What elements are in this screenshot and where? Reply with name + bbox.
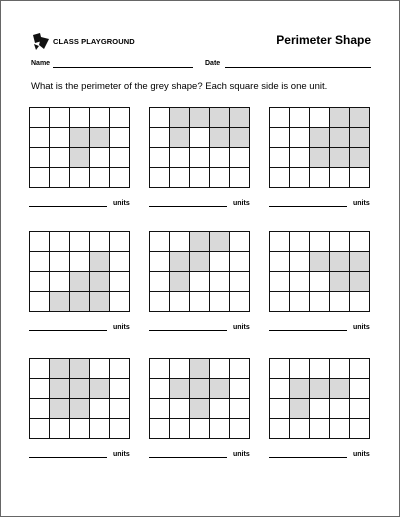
grid-square — [230, 168, 250, 188]
answer-line[interactable] — [29, 330, 107, 331]
grid-square — [230, 252, 250, 272]
grid-square — [50, 272, 70, 292]
grid-square — [30, 232, 50, 252]
square-grid — [269, 107, 370, 188]
grey-square — [90, 292, 110, 312]
grey-square — [310, 379, 330, 399]
brand-name: CLASS PLAYGROUND — [53, 37, 135, 46]
grey-square — [330, 128, 350, 148]
grid-square — [270, 399, 290, 419]
grid-square — [110, 128, 130, 148]
grid-square — [210, 359, 230, 379]
grid-square — [50, 128, 70, 148]
grid-square — [210, 419, 230, 439]
grid-square — [110, 168, 130, 188]
grid-square — [30, 359, 50, 379]
grey-square — [70, 272, 90, 292]
grid-square — [50, 419, 70, 439]
grey-square — [90, 272, 110, 292]
grid-square — [230, 292, 250, 312]
grid-square — [170, 168, 190, 188]
grid-square — [210, 168, 230, 188]
grey-square — [70, 148, 90, 168]
grey-square — [230, 108, 250, 128]
grid-square — [230, 272, 250, 292]
grey-square — [50, 379, 70, 399]
grid-square — [210, 148, 230, 168]
grey-square — [190, 108, 210, 128]
grey-square — [50, 359, 70, 379]
grid-square — [150, 232, 170, 252]
grid-square — [310, 359, 330, 379]
grid-square — [30, 108, 50, 128]
grid-square — [270, 359, 290, 379]
grid-square — [50, 252, 70, 272]
grid-square — [150, 292, 170, 312]
grey-square — [330, 272, 350, 292]
grid-square — [170, 292, 190, 312]
grey-square — [230, 128, 250, 148]
grid-square — [190, 128, 210, 148]
grid-square — [330, 168, 350, 188]
grey-square — [70, 292, 90, 312]
answer-line[interactable] — [149, 457, 227, 458]
grid-square — [290, 108, 310, 128]
grid-square — [110, 399, 130, 419]
grid-square — [310, 399, 330, 419]
grid-square — [90, 232, 110, 252]
class-playground-logo-icon — [31, 31, 51, 51]
grid-square — [310, 419, 330, 439]
grid-square — [30, 419, 50, 439]
grey-square — [190, 379, 210, 399]
grid-square — [270, 128, 290, 148]
grid-square — [110, 232, 130, 252]
grid-square — [210, 252, 230, 272]
grid-square — [350, 292, 370, 312]
grey-square — [210, 232, 230, 252]
grid-square — [330, 292, 350, 312]
grey-square — [50, 399, 70, 419]
grid-square — [30, 379, 50, 399]
grey-square — [350, 108, 370, 128]
grid-square — [110, 292, 130, 312]
grid-square — [70, 419, 90, 439]
question-text: What is the perimeter of the grey shape? Each square side is one unit. — [31, 81, 328, 92]
grid-square — [230, 359, 250, 379]
grid-square — [270, 379, 290, 399]
answer-line[interactable] — [269, 206, 347, 207]
grid-square — [150, 419, 170, 439]
grey-square — [350, 272, 370, 292]
grid-square — [30, 128, 50, 148]
grid-square — [190, 148, 210, 168]
answer-line[interactable] — [149, 330, 227, 331]
units-label: units — [353, 324, 370, 331]
answer-line[interactable] — [269, 330, 347, 331]
grey-square — [70, 399, 90, 419]
units-label: units — [233, 451, 250, 458]
grid-square — [350, 399, 370, 419]
grid-square — [90, 399, 110, 419]
grey-square — [290, 379, 310, 399]
grey-square — [210, 108, 230, 128]
square-grid — [149, 107, 250, 188]
units-label: units — [113, 200, 130, 207]
grid-square — [170, 399, 190, 419]
units-label: units — [353, 200, 370, 207]
grid-square — [290, 128, 310, 148]
grey-square — [210, 379, 230, 399]
grid-square — [350, 379, 370, 399]
grid-square — [150, 359, 170, 379]
grey-square — [90, 128, 110, 148]
grid-square — [50, 232, 70, 252]
grid-square — [110, 419, 130, 439]
grid-square — [150, 108, 170, 128]
grid-square — [170, 419, 190, 439]
grid-square — [330, 359, 350, 379]
grey-square — [310, 148, 330, 168]
units-label: units — [233, 324, 250, 331]
grid-square — [90, 148, 110, 168]
grid-square — [30, 168, 50, 188]
grid-square — [290, 292, 310, 312]
grey-square — [170, 252, 190, 272]
grid-square — [270, 108, 290, 128]
grey-square — [350, 148, 370, 168]
grid-square — [310, 292, 330, 312]
grey-square — [350, 252, 370, 272]
grid-square — [70, 232, 90, 252]
grey-square — [310, 128, 330, 148]
grid-square — [290, 232, 310, 252]
grey-square — [170, 272, 190, 292]
grid-square — [50, 108, 70, 128]
grid-square — [290, 419, 310, 439]
grey-square — [190, 232, 210, 252]
grid-square — [150, 168, 170, 188]
grid-square — [190, 272, 210, 292]
grey-square — [190, 359, 210, 379]
grid-square — [70, 108, 90, 128]
grid-square — [290, 359, 310, 379]
grid-square — [330, 399, 350, 419]
square-grid — [29, 107, 130, 188]
units-label: units — [113, 451, 130, 458]
grid-square — [230, 232, 250, 252]
grey-square — [170, 379, 190, 399]
grid-square — [30, 148, 50, 168]
grid-square — [190, 168, 210, 188]
grid-square — [30, 252, 50, 272]
date-field-line[interactable] — [225, 67, 371, 68]
grey-square — [350, 128, 370, 148]
square-grid — [149, 231, 250, 312]
grid-square — [150, 379, 170, 399]
grey-square — [190, 252, 210, 272]
grid-square — [270, 272, 290, 292]
grid-square — [350, 232, 370, 252]
grey-square — [90, 379, 110, 399]
grid-square — [270, 292, 290, 312]
grid-square — [150, 252, 170, 272]
grid-square — [290, 148, 310, 168]
square-grid — [149, 358, 250, 439]
grid-square — [150, 272, 170, 292]
grid-square — [290, 272, 310, 292]
grid-square — [110, 379, 130, 399]
grid-square — [50, 148, 70, 168]
grid-square — [310, 108, 330, 128]
grid-square — [310, 272, 330, 292]
grid-square — [70, 168, 90, 188]
grey-square — [310, 252, 330, 272]
grid-square — [330, 419, 350, 439]
grey-square — [170, 108, 190, 128]
grid-square — [310, 168, 330, 188]
grey-square — [330, 252, 350, 272]
grid-square — [210, 272, 230, 292]
grid-square — [210, 292, 230, 312]
grid-square — [110, 272, 130, 292]
grid-square — [110, 148, 130, 168]
grid-square — [350, 168, 370, 188]
grid-square — [190, 419, 210, 439]
grid-square — [110, 108, 130, 128]
grid-square — [270, 419, 290, 439]
grid-square — [230, 399, 250, 419]
grid-square — [30, 399, 50, 419]
grid-square — [90, 359, 110, 379]
answer-line[interactable] — [29, 206, 107, 207]
date-label: Date — [205, 60, 221, 67]
page-title: Perimeter Shape — [276, 33, 371, 47]
grid-square — [290, 168, 310, 188]
grid-square — [30, 272, 50, 292]
grid-square — [110, 359, 130, 379]
grey-square — [210, 128, 230, 148]
grey-square — [90, 252, 110, 272]
grid-square — [230, 379, 250, 399]
square-grid — [29, 358, 130, 439]
grid-square — [230, 419, 250, 439]
answer-line[interactable] — [29, 457, 107, 458]
grid-square — [290, 252, 310, 272]
grid-square — [150, 128, 170, 148]
grey-square — [70, 379, 90, 399]
answer-line[interactable] — [149, 206, 227, 207]
grid-square — [190, 292, 210, 312]
grid-square — [330, 232, 350, 252]
grey-square — [290, 399, 310, 419]
grid-square — [170, 148, 190, 168]
units-label: units — [353, 451, 370, 458]
answer-line[interactable] — [269, 457, 347, 458]
grid-square — [150, 148, 170, 168]
units-label: units — [113, 324, 130, 331]
grid-square — [110, 252, 130, 272]
grid-square — [310, 232, 330, 252]
grey-square — [190, 399, 210, 419]
units-label: units — [233, 200, 250, 207]
grey-square — [330, 108, 350, 128]
grid-square — [50, 168, 70, 188]
grid-square — [210, 399, 230, 419]
grid-square — [90, 419, 110, 439]
grid-square — [350, 359, 370, 379]
square-grid — [29, 231, 130, 312]
grid-square — [150, 399, 170, 419]
grid-square — [270, 168, 290, 188]
grid-square — [170, 232, 190, 252]
grid-square — [270, 252, 290, 272]
name-label: Name — [31, 60, 51, 67]
square-grid — [269, 231, 370, 312]
square-grid — [269, 358, 370, 439]
grid-square — [270, 148, 290, 168]
grey-square — [170, 128, 190, 148]
grey-square — [330, 379, 350, 399]
grid-square — [90, 108, 110, 128]
grey-square — [50, 292, 70, 312]
grid-square — [230, 148, 250, 168]
grid-square — [30, 292, 50, 312]
grid-square — [270, 232, 290, 252]
grid-square — [350, 419, 370, 439]
name-field-line[interactable] — [53, 67, 193, 68]
grey-square — [70, 359, 90, 379]
grey-square — [70, 128, 90, 148]
grey-square — [330, 148, 350, 168]
grid-square — [170, 359, 190, 379]
grid-square — [90, 168, 110, 188]
grid-square — [70, 252, 90, 272]
